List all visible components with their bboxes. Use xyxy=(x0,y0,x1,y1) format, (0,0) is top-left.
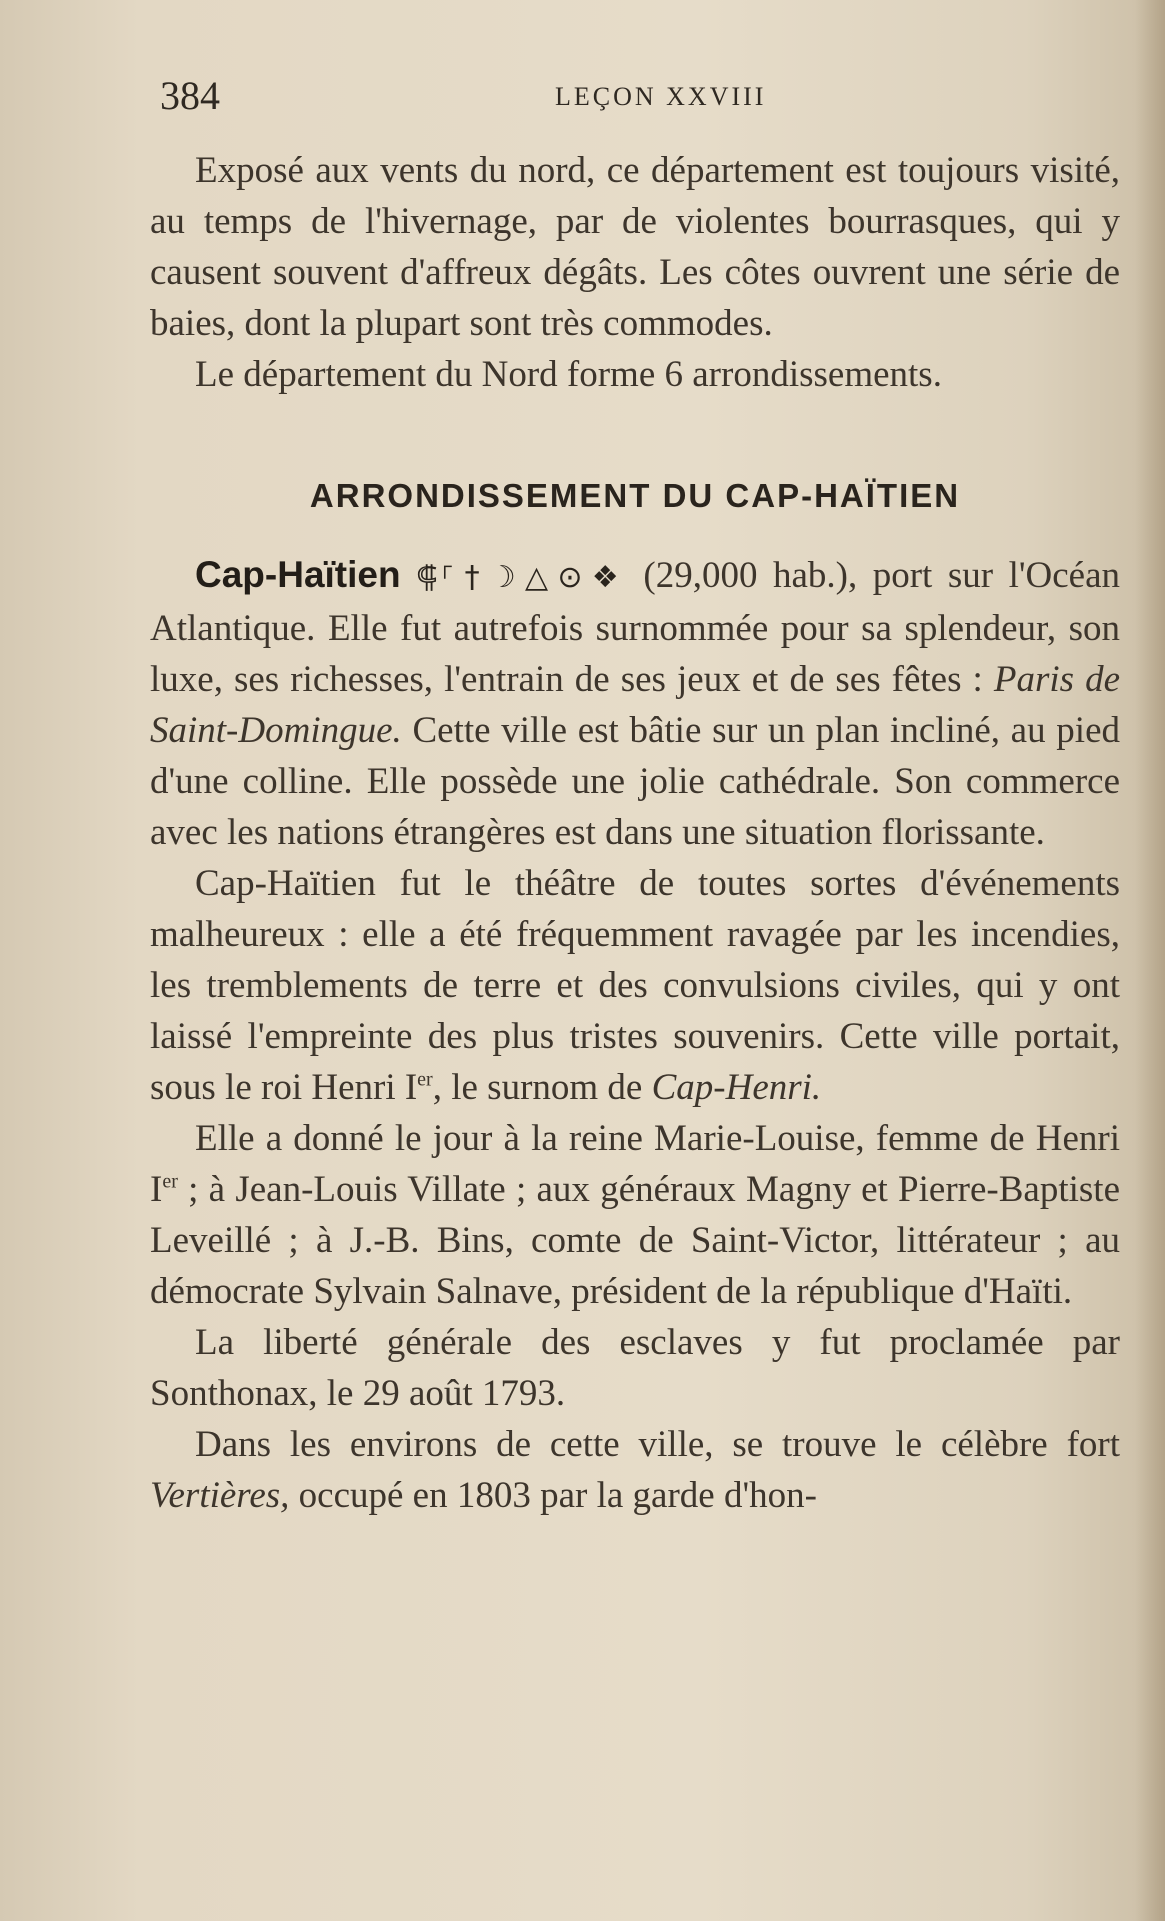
city-population-text: (29,000 hab.), port sur l'Océan Atlantique. Elle fut autrefois surnommée pour sa splendeur, son luxe, ses richesses, l'entrain de ses jeux et de ses fêtes : xyxy=(150,555,1121,700)
paragraph-fort xyxy=(150,1419,1120,1521)
city-name: Cap-Haïtien xyxy=(195,554,401,595)
section-heading: ARRONDISSEMENT DU CAP-HAÏTIEN xyxy=(309,477,961,514)
superscript-er: er xyxy=(162,1170,178,1193)
paragraph-liberty: La liberté générale des esclaves y fut proclamée par Sonthonax, le 29 août 1793. xyxy=(150,1322,1120,1414)
paragraph-arrondissements: Le département du Nord forme 6 arrondissements. xyxy=(195,354,942,395)
city-nickname: Paris de Saint-Domingue. xyxy=(150,659,1120,751)
people-text: Elle a donné le jour à la reine Marie-Louise, femme de Henri I xyxy=(150,1118,1120,1210)
paragraph-north-winds: Exposé aux vents du nord, ce département est toujours visité, au temps de l'hivernage, par de violentes bourrasques, qui y causent souvent d'affreux dégâts. Les côtes ouvrent une série de baies, dont la plupart sont très commodes. xyxy=(150,150,1120,344)
page-header xyxy=(160,72,1120,132)
history-text: Cap-Haïtien fut le théâtre de toutes sortes d'événements malheureux : elle a été fréquemment ravagée par les incendies, les tremblements de terre et des convulsions civiles, qui y ont laissé l'empreinte des plus tristes souvenirs. Cette ville portait, sous le roi Henri I xyxy=(150,863,1120,1108)
superscript-er: er xyxy=(417,1068,433,1091)
fort-name: Vertières, xyxy=(150,1475,290,1516)
former-name: Cap-Henri. xyxy=(651,1067,822,1108)
paragraph-history xyxy=(150,858,1120,1113)
history-text-cont: , le surnom de xyxy=(432,1067,652,1108)
body-text xyxy=(150,145,1120,1521)
map-symbols: ⸿⸀†☽△⊙❖ xyxy=(416,560,628,595)
running-head: LEÇON XXVIII xyxy=(555,82,767,111)
city-description: Cette ville est bâtie sur un plan incliné, au pied d'une colline. Elle possède une jolie cathédrale. Son commerce avec les nations étrangères est dans une situation florissante. xyxy=(150,710,1120,853)
page-number: 384 xyxy=(160,73,220,118)
fort-text: Dans les environs de cette ville, se trouve le célèbre fort xyxy=(195,1424,1120,1465)
paragraph-notable-people xyxy=(150,1113,1120,1317)
fort-text-cont: occupé en 1803 par la garde d'hon- xyxy=(289,1475,817,1516)
paragraph-cap-haitien xyxy=(150,549,1120,858)
people-text-cont: ; à Jean-Louis Villate ; aux généraux Magny et Pierre-Baptiste Leveillé ; à J.-B. Bins, comte de Saint-Victor, littérateur ; au démocrate Sylvain Salnave, président de la république d'Haïti. xyxy=(150,1169,1120,1312)
